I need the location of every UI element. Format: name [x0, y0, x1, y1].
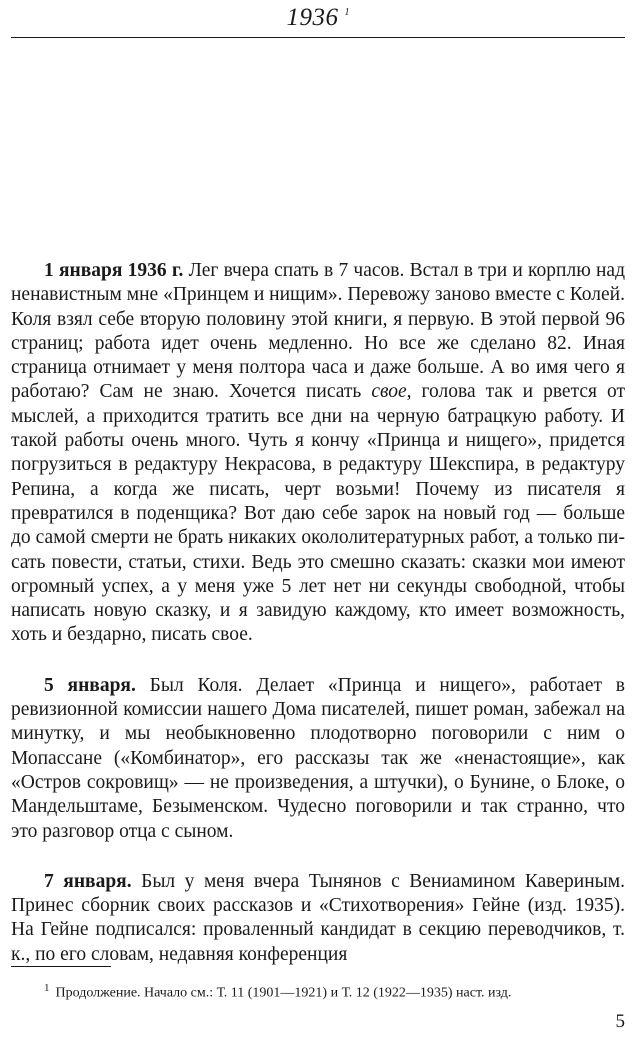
entry-date: 7 января. — [44, 870, 132, 892]
diary-text — [11, 259, 625, 967]
entry-emphasis: свое — [371, 381, 407, 403]
diary-entry — [11, 259, 625, 648]
footnote-text: Продолжение. Начало см.: Т. 11 (1901—1921) и Т. 12 (1922—1935) наст. изд. — [55, 985, 512, 1001]
entry-text-continued: , голова так и рвется от мыслей, а приходится тратить все дни на черную батрацкую работу. И такой работы очень много. Чуть я кончу «Принца и нищего», придется погрузиться в редактуру Некрасова, в редактуру Шекспира, в редактуру Репина, а когда же писать, черт возьми! Почему из писателя я превратился в поденщика? Вот даю себе зарок на новый год — больше до самой смерти не брать никаких окололитературных работ, а только писать повести, статьи, стихи. Ведь это смешно сказать: сказки мои имеют огромный успех, а у меня уже 5 лет нет ни секунды свободной, чтобы написать новую сказку, и я завидую каждому, кто имеет возможность, хоть и бездарно, писать свое. — [11, 381, 626, 646]
footnote-divider — [11, 966, 111, 967]
footnote — [11, 979, 625, 1003]
diary-entry — [11, 674, 625, 844]
footnote-reference: 1 — [344, 6, 350, 18]
entry-text: Был Коля. Делает «Принца и нищего», работает в ревизионной комиссии нашего Дома писателей, пишет роман, забежал на минутку, и мы необыкновенно плодотворно поговорили с ним о Мопассане («Комбинатор», его рассказы так же «ненастоящие», как «Остров сокровищ» — не произведения, а штучки), о Бунине, о Блоке, о Мандельштаме, Безыменском. Чудесно поговорили и так странно, что это разговор отца с сыном. — [11, 674, 626, 842]
footnote-mark: 1 — [44, 982, 50, 994]
running-head-year: 1936 — [286, 4, 339, 31]
entry-date: 5 января. — [44, 674, 136, 696]
entry-text: Был у меня вчера Тынянов с Вениамином Кавериным. Принес сборник своих рассказов и «Стихотворения» Гейне (изд. 1935). На Гейне подписался: проваленный кандидат в секцию переводчиков, т. к., по его словам, недавняя конференция — [11, 870, 625, 965]
entry-text: Лег вчера спать в 7 часов. Встал в три и корплю над ненавистным мне «Принцем и нищим». Перевожу заново вместе с Колей. Коля взял себе вторую половину этой книги, я первую. В этой первой 96 страниц; работа идет очень медленно. Но все же сделано 82. Иная страница отнимает у меня полтора часа и даже больше. А во имя чего я работаю? Сам не знаю. Хочется писать — [11, 260, 625, 403]
diary-entry — [11, 870, 625, 967]
page-number: 5 — [615, 1011, 625, 1032]
running-head — [11, 0, 625, 38]
entry-date: 1 января 1936 г. — [44, 260, 184, 281]
